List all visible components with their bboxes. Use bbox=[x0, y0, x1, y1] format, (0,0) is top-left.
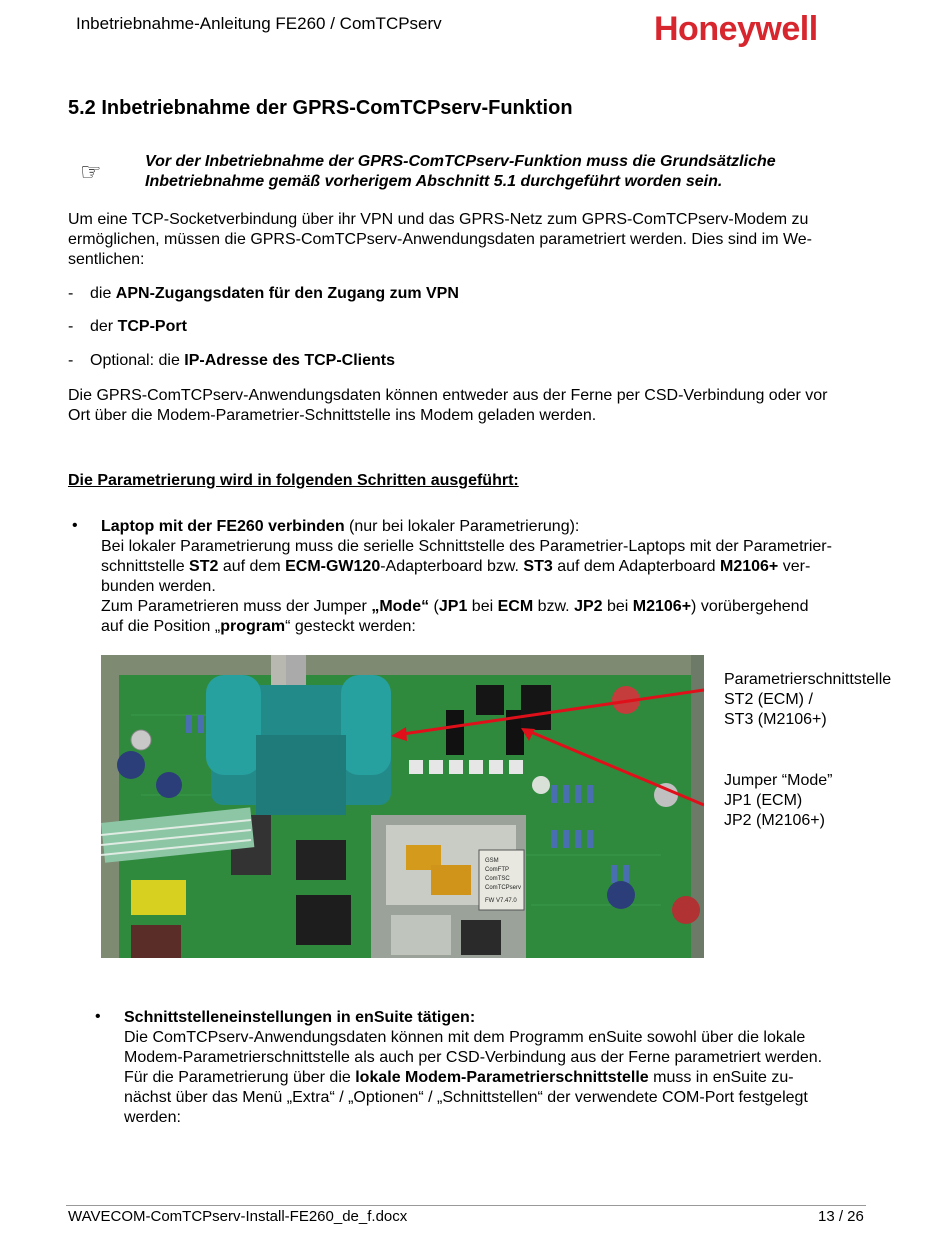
note-line-1: Vor der Inbetriebnahme der GPRS-ComTCPserv-Funktion muss die Grundsätzliche bbox=[145, 153, 776, 170]
step-1-line: Zum Parametrieren muss der Jumper „Mode“ (JP1 bei ECM bzw. JP2 bei M2106+) vorübergehend bbox=[101, 598, 809, 615]
step-1 bbox=[101, 517, 891, 637]
module-label-fw: FW V7.47.0 bbox=[485, 898, 517, 904]
step-2-line: Die ComTCPserv-Anwendungsdaten können mit dem Programm enSuite sowohl über die lokale bbox=[124, 1029, 806, 1046]
step-1-heading: Laptop mit der FE260 verbinden (nur bei lokaler Parametrierung): bbox=[101, 518, 580, 535]
module-label-comftp: ComFTP bbox=[485, 867, 509, 873]
list-item bbox=[68, 284, 668, 304]
module-label-gsm: GSM bbox=[485, 858, 499, 864]
callout-line: ST2 (ECM) / bbox=[724, 691, 813, 708]
list-item bbox=[68, 351, 668, 371]
list-item bbox=[68, 317, 668, 337]
step-1-line: bunden werden. bbox=[101, 578, 216, 595]
footer-divider bbox=[66, 1205, 866, 1206]
list-item-text: der TCP-Port bbox=[90, 318, 187, 335]
intro-line-1: Um eine TCP-Socketverbindung über ihr VPN und das GPRS-Netz zum GPRS-ComTCPserv-Modem zu bbox=[68, 211, 809, 228]
step-1-line: auf die Position „program“ gesteckt werden: bbox=[101, 618, 416, 635]
callout-parameter-interface bbox=[724, 670, 891, 730]
list-dash: - bbox=[68, 285, 74, 302]
list-dash: - bbox=[68, 352, 74, 369]
step-2-heading: Schnittstelleneinstellungen in enSuite tätigen: bbox=[124, 1009, 476, 1026]
step-1-line: Bei lokaler Parametrierung muss die serielle Schnittstelle des Parametrier-Laptops mit der Parametrier- bbox=[101, 538, 832, 555]
callout-line: JP1 (ECM) bbox=[724, 792, 803, 809]
intro-line-2: ermöglichen, müssen die GPRS-ComTCPserv-Anwendungsdaten parametriert werden. Dies sind im We- bbox=[68, 231, 812, 248]
footer-filename: WAVECOM-ComTCPserv-Install-FE260_de_f.docx bbox=[68, 1208, 408, 1225]
step-1-line: schnittstelle ST2 auf dem ECM-GW120-Adapterboard bzw. ST3 auf dem Adapterboard M2106+ ver- bbox=[101, 558, 811, 575]
bullet: • bbox=[95, 1008, 101, 1025]
intro-paragraph bbox=[68, 210, 888, 270]
document-header-title: Inbetriebnahme-Anleitung FE260 / ComTCPserv bbox=[76, 14, 442, 33]
callout-line: Parametrierschnittstelle bbox=[724, 671, 892, 688]
circuit-board-photo bbox=[101, 655, 704, 958]
step-2-line: werden: bbox=[124, 1109, 181, 1126]
callout-line: ST3 (M2106+) bbox=[724, 711, 827, 728]
module-label-comtsc: ComTSC bbox=[485, 876, 510, 882]
bullet: • bbox=[72, 517, 78, 534]
steps-heading: Die Parametrierung wird in folgenden Schritten ausgeführt: bbox=[68, 472, 519, 489]
callout-line: Jumper “Mode” bbox=[724, 772, 833, 789]
intro-line-3: sentlichen: bbox=[68, 251, 145, 268]
step-2-line: Modem-Parametrierschnittstelle als auch per CSD-Verbindung aus der Ferne parametriert werden. bbox=[124, 1049, 823, 1066]
honeywell-logo: Honeywell bbox=[654, 10, 818, 48]
list-dash: - bbox=[68, 318, 74, 335]
callout-jumper-mode bbox=[724, 771, 832, 831]
list-item-text: Optional: die IP-Adresse des TCP-Clients bbox=[90, 352, 396, 369]
module-label-comtcpserv: ComTCPserv bbox=[485, 885, 522, 891]
step-2 bbox=[124, 1008, 884, 1128]
list-item-text: die APN-Zugangsdaten für den Zugang zum VPN bbox=[90, 285, 459, 302]
load-line-1: Die GPRS-ComTCPserv-Anwendungsdaten können entweder aus der Ferne per CSD-Verbindung oder vor bbox=[68, 387, 828, 404]
note-text bbox=[145, 152, 845, 192]
footer-page-number: 13 / 26 bbox=[818, 1208, 864, 1225]
load-paragraph bbox=[68, 386, 888, 426]
step-2-line: Für die Parametrierung über die lokale Modem-Parametrierschnittstelle muss in enSuite zu- bbox=[124, 1069, 794, 1086]
section-title: 5.2 Inbetriebnahme der GPRS-ComTCPserv-Funktion bbox=[68, 97, 573, 119]
step-2-line: nächst über das Menü „Extra“ / „Optionen“ / „Schnittstellen“ der verwendete COM-Port festgelegt bbox=[124, 1089, 808, 1106]
note-line-2: Inbetriebnahme gemäß vorherigem Abschnitt 5.1 durchgeführt worden sein. bbox=[145, 173, 723, 190]
pointing-hand-icon: ☞ bbox=[80, 159, 102, 186]
load-line-2: Ort über die Modem-Parametrier-Schnittstelle ins Modem geladen werden. bbox=[68, 407, 597, 424]
callout-line: JP2 (M2106+) bbox=[724, 812, 825, 829]
